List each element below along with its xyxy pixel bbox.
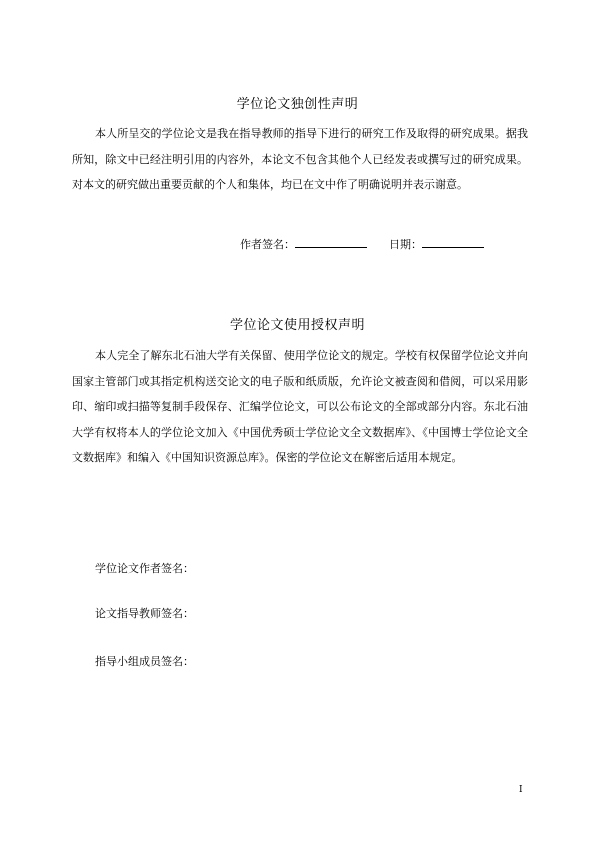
page-number: I <box>519 785 523 795</box>
originality-title: 学位论文独创性声明 <box>236 97 359 112</box>
originality-body: 本人所呈交的学位论文是我在指导教师的指导下进行的研究工作及取得的研究成果。据我所知，除文中已经注明引用的内容外，本论文不包含其他个人已经发表或撰写过的研究成果。对本文的研究做出重要贡献的个人和集体，均已在文中作了明确说明并表示谢意。 <box>72 127 528 191</box>
authorization-body: 本人完全了解东北石油大学有关保留、使用学位论文的规定。学校有权保留学位论文并向国家主管部门或其指定机构送交论文的电子版和纸质版，允许论文被查阅和借阅，可以采用影印、缩印或扫描等复制手段保存、汇编学位论文，可以公布论文的全部或部分内容。东北石油大学有权将本人的学位论文加入《中国优秀硕士学位论文全文数据库》、《中国博士学位论文全文数据库》和编入《中国知识资源总库》。保密的学位论文在解密后适用本规定。 <box>72 349 528 464</box>
thesis-author-signature-label: 学位论文作者签名： <box>95 562 194 575</box>
author-signature-line <box>240 235 367 252</box>
date-blank <box>422 235 484 248</box>
author-signature-label: 作者签名： <box>240 238 295 251</box>
authorization-title: 学位论文使用授权声明 <box>229 318 365 333</box>
author-signature-blank <box>295 235 367 248</box>
group-member-signature-label: 指导小组成员签名： <box>95 655 194 668</box>
date-line <box>389 235 484 252</box>
advisor-signature-label: 论文指导教师签名： <box>95 607 194 620</box>
date-label: 日期： <box>389 238 422 251</box>
